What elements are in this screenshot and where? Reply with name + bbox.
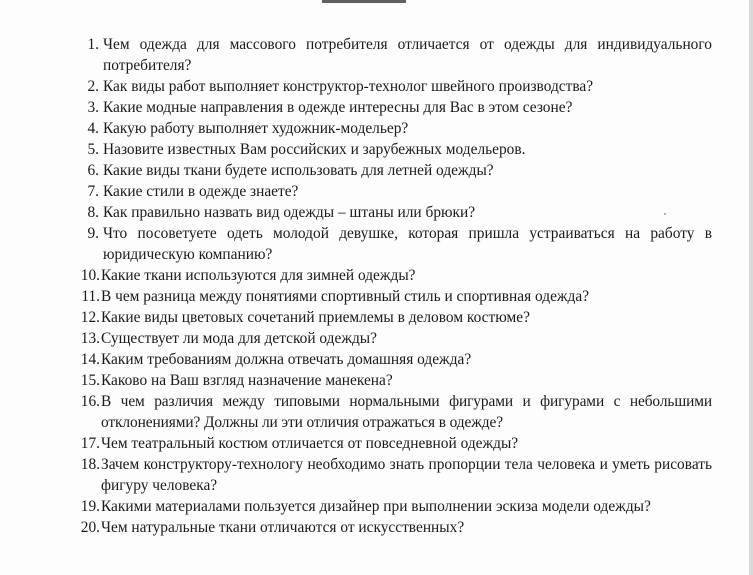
- question-item: [70, 265, 712, 286]
- question-item: [70, 496, 712, 517]
- question-text: В чем различия между типовыми нормальными фигурами и фигурами с небольшими отклонениями? Должны ли эти отличия отражаться в одежде?: [101, 393, 712, 431]
- question-number: 20.: [80, 519, 100, 536]
- question-number: 16.: [80, 393, 100, 410]
- question-number: 15.: [80, 372, 100, 389]
- question-text: Какие модные направления в одежде интересны для Вас в этом сезоне?: [103, 99, 573, 116]
- question-number: 12.: [80, 309, 100, 326]
- question-number: 10.: [80, 267, 100, 284]
- question-text: Зачем конструктору-технологу необходимо знать пропорции тела человека и уметь рисовать фигуру человека?: [101, 456, 712, 494]
- question-item: [70, 517, 712, 538]
- question-text: Как виды работ выполняет конструктор-технолог швейного производства?: [103, 78, 594, 95]
- question-number: 18.: [80, 456, 100, 473]
- question-number: 3.: [87, 99, 99, 116]
- question-item: [70, 286, 712, 307]
- question-number: 2.: [87, 78, 99, 95]
- question-number: 17.: [80, 435, 100, 452]
- question-item: [70, 433, 712, 454]
- cut-off-heading-fragment: [322, 0, 406, 3]
- question-item: [70, 223, 712, 265]
- question-item: [70, 202, 712, 223]
- question-text: Чем одежда для массового потребителя отличается от одежды для индивидуального потребителя?: [103, 36, 712, 74]
- question-item: [70, 97, 712, 118]
- question-item: [70, 118, 712, 139]
- question-text: Какую работу выполняет художник-модельер?: [103, 120, 409, 137]
- question-item: [70, 328, 712, 349]
- question-item: [70, 391, 712, 433]
- question-text: Какими материалами пользуется дизайнер при выполнении эскиза модели одежды?: [101, 498, 651, 515]
- question-number: 8.: [87, 204, 99, 221]
- question-item: [70, 160, 712, 181]
- question-item: [70, 454, 712, 496]
- question-text: Что посоветуете одеть молодой девушке, которая пришла устраиваться на работу в юридическую компанию?: [103, 225, 712, 263]
- question-item: [70, 181, 712, 202]
- question-item: [70, 370, 712, 391]
- question-text: Назовите известных Вам российских и зарубежных модельеров.: [103, 141, 526, 158]
- question-list: [70, 34, 712, 538]
- question-text: Какие ткани используются для зимней одежды?: [101, 267, 416, 284]
- question-number: 1.: [87, 36, 99, 53]
- question-item: [70, 139, 712, 160]
- question-item: [70, 34, 712, 76]
- question-item: [70, 349, 712, 370]
- page-edge-shadow: [749, 0, 753, 575]
- question-number: 11.: [81, 288, 100, 305]
- question-number: 6.: [87, 162, 99, 179]
- question-number: 4.: [87, 120, 99, 137]
- question-item: [70, 307, 712, 328]
- question-text: Чем натуральные ткани отличаются от искусственных?: [101, 519, 465, 536]
- question-text: Каким требованиям должна отвечать домашняя одежда?: [101, 351, 472, 368]
- question-text: Какие стили в одежде знаете?: [103, 183, 299, 200]
- question-number: 14.: [80, 351, 100, 368]
- question-number: 7.: [87, 183, 99, 200]
- question-text: Существует ли мода для детской одежды?: [101, 330, 377, 347]
- question-text: Как правильно назвать вид одежды – штаны или брюки?: [103, 204, 476, 221]
- question-number: 9.: [87, 225, 99, 242]
- question-item: [70, 76, 712, 97]
- question-text: Чем театральный костюм отличается от повседневной одежды?: [101, 435, 519, 452]
- question-text: Какие виды цветовых сочетаний приемлемы в деловом костюме?: [101, 309, 530, 326]
- question-number: 13.: [80, 330, 100, 347]
- question-text: В чем разница между понятиями спортивный стиль и спортивная одежда?: [101, 288, 590, 305]
- question-number: 5.: [87, 141, 99, 158]
- question-text: Каково на Ваш взгляд назначение манекена?: [101, 372, 393, 389]
- question-text: Какие виды ткани будете использовать для летней одежды?: [103, 162, 494, 179]
- question-number: 19.: [80, 498, 100, 515]
